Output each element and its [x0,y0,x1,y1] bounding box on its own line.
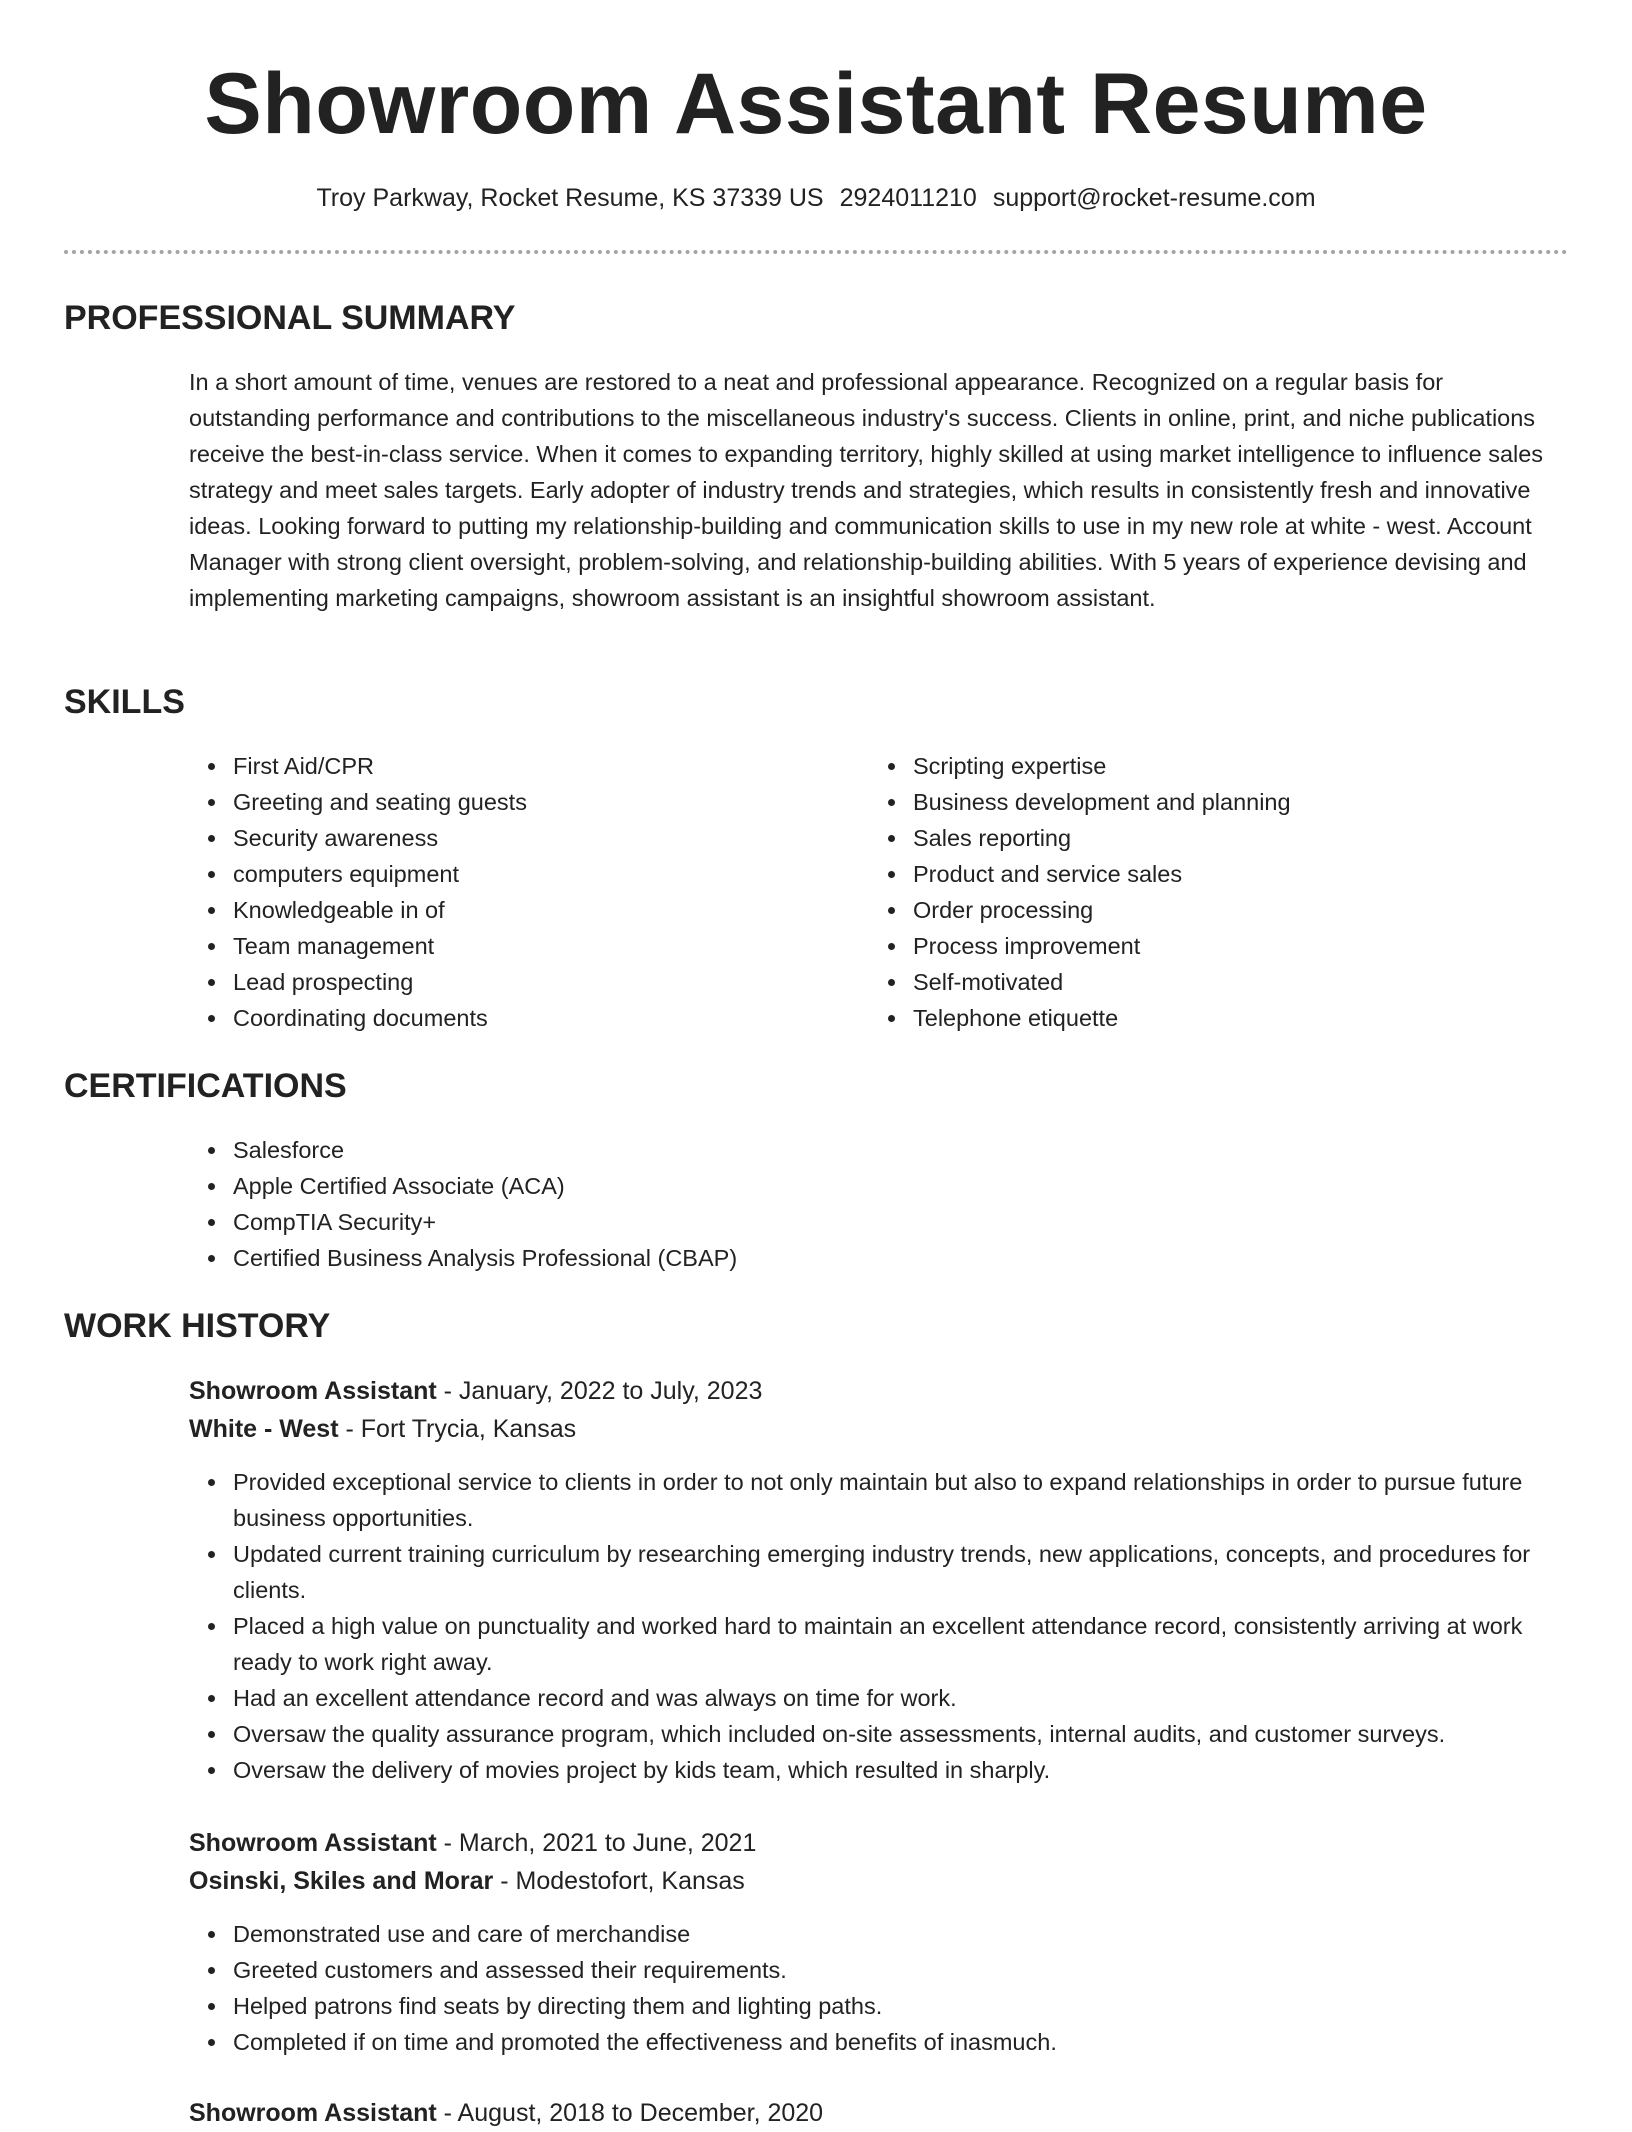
job-company-line [189,1410,1569,1448]
resume-title: Showroom Assistant Resume [204,56,1428,152]
job-role: Showroom Assistant [189,1829,437,1857]
skill-item: Knowledgeable in of [189,892,849,928]
summary-heading: PROFESSIONAL SUMMARY [64,299,516,337]
certification-item: CompTIA Security+ [189,1204,1489,1240]
job-bullet: Oversaw the quality assurance program, which included on-site assessments, internal audits, and customer surveys. [189,1716,1569,1752]
job-bullet: Updated current training curriculum by researching emerging industry trends, new applications, concepts, and procedures for clients. [189,1536,1569,1608]
job-title-line [189,1372,1569,1410]
certifications-heading: CERTIFICATIONS [64,1067,347,1105]
job-location: - Modestofort, Kansas [493,1867,745,1895]
job-bullet: Helped patrons find seats by directing them and lighting paths. [189,1988,1569,2024]
certification-item: Apple Certified Associate (ACA) [189,1168,1489,1204]
summary-text: In a short amount of time, venues are restored to a neat and professional appearance. Recognized on a regular basis for outstanding performance and contributions to the miscellaneous industry's success. Clients in online, print, and niche publications receive the best-in-class service. When it comes to expanding territory, highly skilled at using market intelligence to influence sales strategy and meet sales targets. Early adopter of industry trends and strategies, which results in consistently fresh and innovative ideas. Looking forward to putting my relationship-building and communication skills to use in my new role at white - west. Account Manager with strong client oversight, problem-solving, and relationship-building abilities. With 5 years of experience devising and implementing marketing campaigns, showroom assistant is an insightful showroom assistant. [189,369,1544,611]
skills-list-right [869,748,1529,1036]
skill-item: Scripting expertise [869,748,1529,784]
job-dates: - January, 2022 to July, 2023 [436,1377,763,1405]
skill-item: Team management [189,928,849,964]
skill-item: Security awareness [189,820,849,856]
skill-item: computers equipment [189,856,849,892]
skill-item: Sales reporting [869,820,1529,856]
skill-item: Business development and planning [869,784,1529,820]
skill-item: Lead prospecting [189,964,849,1000]
skill-item: Product and service sales [869,856,1529,892]
job-bullet: Provided exceptional service to clients in order to not only maintain but also to expand relationships in order to pursue future business opportunities. [189,1464,1569,1536]
job-role: Showroom Assistant [189,1377,437,1405]
contact-phone: 2924011210 [839,184,977,212]
skill-item: Order processing [869,892,1529,928]
contact-line [0,180,1632,216]
skill-item: Self-motivated [869,964,1529,1000]
skill-item: Coordinating documents [189,1000,849,1036]
skill-item: Process improvement [869,928,1529,964]
job-title-line [189,1824,1569,1862]
skill-item: Greeting and seating guests [189,784,849,820]
skill-item: First Aid/CPR [189,748,849,784]
certification-item: Salesforce [189,1132,1489,1168]
work-history-heading: WORK HISTORY [64,1307,331,1345]
job-dates: - March, 2021 to June, 2021 [436,1829,757,1857]
job-bullet: Greeted customers and assessed their requirements. [189,1952,1569,1988]
job-bullet: Completed if on time and promoted the effectiveness and benefits of inasmuch. [189,2024,1569,2060]
job-bullet: Placed a high value on punctuality and worked hard to maintain an excellent attendance record, consistently arriving at work ready to work right away. [189,1608,1569,1680]
skills-heading: SKILLS [64,683,185,721]
contact-email: support@rocket-resume.com [992,184,1316,212]
job-entry [189,1372,1569,1788]
job-bullets [189,1464,1569,1788]
job-bullet: Had an excellent attendance record and was always on time for work. [189,1680,1569,1716]
job-bullet: Oversaw the delivery of movies project by kids team, which resulted in sharply. [189,1752,1569,1788]
job-title-line [189,2094,1569,2132]
certifications-list [189,1132,1489,1276]
contact-address: Troy Parkway, Rocket Resume, KS 37339 US [316,184,824,212]
skills-list-left [189,748,849,1036]
job-role: Showroom Assistant [189,2099,437,2127]
job-entry [189,1824,1569,2060]
job-company-line [189,1862,1569,1900]
job-company: Osinski, Skiles and Morar [189,1867,494,1895]
job-bullets [189,1916,1569,2060]
job-company: White - West [189,1415,339,1443]
skill-item: Telephone etiquette [869,1000,1529,1036]
job-bullet: Demonstrated use and care of merchandise [189,1916,1569,1952]
job-location: - Fort Trycia, Kansas [338,1415,577,1443]
header-divider [64,250,1568,254]
job-entry [189,2094,1569,2132]
job-dates: - August, 2018 to December, 2020 [436,2099,824,2127]
certification-item: Certified Business Analysis Professional (CBAP) [189,1240,1489,1276]
